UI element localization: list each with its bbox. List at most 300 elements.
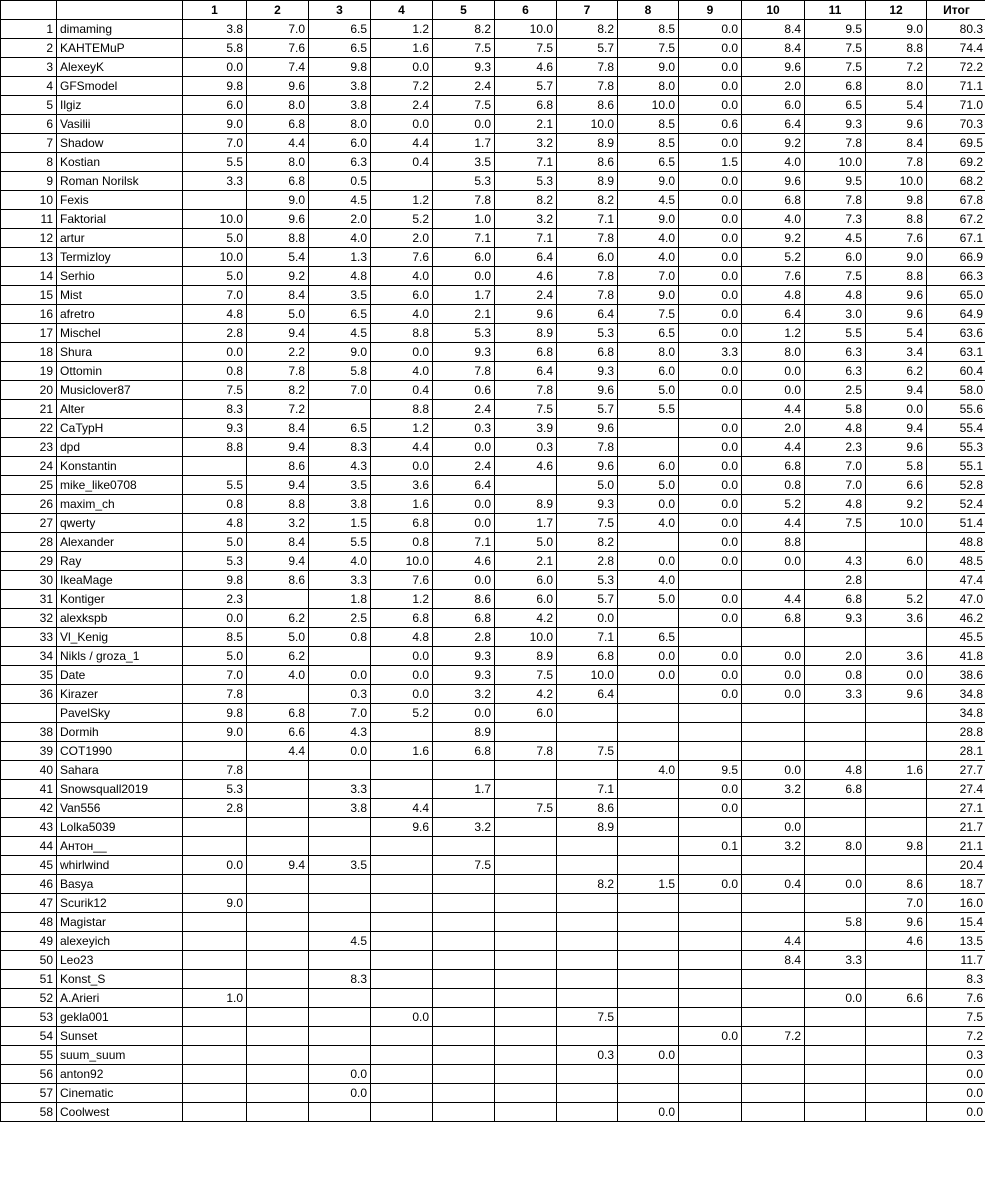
score-cell[interactable] [495,1065,557,1084]
score-cell[interactable] [805,970,866,989]
score-cell[interactable] [495,780,557,799]
score-cell[interactable] [495,1046,557,1065]
score-cell[interactable]: 8.0 [866,77,927,96]
score-cell[interactable]: 1.6 [371,39,433,58]
player-name-cell[interactable]: Konstantin [57,457,183,476]
score-cell[interactable]: 9.8 [866,191,927,210]
player-name-cell[interactable]: Serhio [57,267,183,286]
score-cell[interactable]: 8.9 [495,647,557,666]
score-cell[interactable]: 5.8 [183,39,247,58]
score-cell[interactable] [371,837,433,856]
score-cell[interactable]: 9.6 [495,305,557,324]
score-cell[interactable]: 7.0 [618,267,679,286]
header-cell[interactable]: 7 [557,1,618,20]
score-cell[interactable]: 2.8 [805,571,866,590]
score-cell[interactable]: 6.0 [866,552,927,571]
score-cell[interactable]: 0.0 [618,552,679,571]
score-cell[interactable] [557,989,618,1008]
score-cell[interactable]: 7.8 [866,153,927,172]
score-cell[interactable] [433,989,495,1008]
score-cell[interactable] [557,951,618,970]
score-cell[interactable] [183,913,247,932]
score-cell[interactable]: 0.0 [679,362,742,381]
score-cell[interactable]: 0.0 [679,286,742,305]
rank-cell[interactable]: 46 [1,875,57,894]
score-cell[interactable]: 10.0 [805,153,866,172]
score-cell[interactable]: 5.3 [183,552,247,571]
score-cell[interactable]: 7.8 [557,229,618,248]
total-cell[interactable]: 18.7 [927,875,985,894]
score-cell[interactable]: 2.4 [433,457,495,476]
total-cell[interactable]: 0.0 [927,1065,985,1084]
score-cell[interactable] [679,1065,742,1084]
score-cell[interactable]: 1.8 [309,590,371,609]
score-cell[interactable]: 5.3 [183,780,247,799]
score-cell[interactable]: 9.0 [866,248,927,267]
score-cell[interactable]: 8.6 [557,153,618,172]
total-cell[interactable]: 15.4 [927,913,985,932]
rank-cell[interactable]: 29 [1,552,57,571]
score-cell[interactable]: 5.5 [183,476,247,495]
header-cell[interactable]: 11 [805,1,866,20]
score-cell[interactable] [805,704,866,723]
score-cell[interactable] [183,1103,247,1122]
score-cell[interactable]: 5.2 [866,590,927,609]
score-cell[interactable]: 7.6 [866,229,927,248]
player-name-cell[interactable]: Cinematic [57,1084,183,1103]
score-cell[interactable]: 9.2 [742,229,805,248]
score-cell[interactable]: 8.8 [371,324,433,343]
score-cell[interactable]: 5.8 [309,362,371,381]
score-cell[interactable] [183,1008,247,1027]
score-cell[interactable]: 8.8 [371,400,433,419]
score-cell[interactable]: 3.3 [309,780,371,799]
score-cell[interactable]: 7.5 [495,799,557,818]
score-cell[interactable] [495,723,557,742]
score-cell[interactable] [371,970,433,989]
rank-cell[interactable]: 15 [1,286,57,305]
score-cell[interactable]: 9.3 [557,362,618,381]
score-cell[interactable] [805,932,866,951]
score-cell[interactable]: 3.8 [309,495,371,514]
score-cell[interactable]: 1.6 [866,761,927,780]
score-cell[interactable]: 5.5 [183,153,247,172]
score-cell[interactable]: 2.8 [183,799,247,818]
score-cell[interactable]: 0.3 [309,685,371,704]
player-name-cell[interactable]: CaTypH [57,419,183,438]
score-cell[interactable]: 9.0 [866,20,927,39]
total-cell[interactable]: 0.3 [927,1046,985,1065]
score-cell[interactable]: 9.3 [433,58,495,77]
total-cell[interactable]: 34.8 [927,685,985,704]
score-cell[interactable]: 9.0 [183,115,247,134]
total-cell[interactable]: 63.6 [927,324,985,343]
score-cell[interactable]: 6.4 [495,362,557,381]
score-cell[interactable] [618,837,679,856]
total-cell[interactable]: 71.0 [927,96,985,115]
rank-cell[interactable]: 26 [1,495,57,514]
score-cell[interactable]: 3.3 [805,685,866,704]
score-cell[interactable]: 5.4 [247,248,309,267]
score-cell[interactable]: 8.8 [742,533,805,552]
score-cell[interactable]: 10.0 [183,210,247,229]
score-cell[interactable]: 7.8 [557,286,618,305]
player-name-cell[interactable]: A.Arieri [57,989,183,1008]
score-cell[interactable] [618,704,679,723]
score-cell[interactable] [866,742,927,761]
score-cell[interactable]: 0.0 [679,495,742,514]
score-cell[interactable] [433,1027,495,1046]
score-cell[interactable]: 5.0 [247,305,309,324]
score-cell[interactable] [309,951,371,970]
score-cell[interactable] [309,1008,371,1027]
score-cell[interactable]: 4.0 [618,229,679,248]
score-cell[interactable] [309,989,371,1008]
score-cell[interactable] [618,1027,679,1046]
score-cell[interactable]: 0.0 [679,1027,742,1046]
score-cell[interactable]: 1.0 [433,210,495,229]
score-cell[interactable]: 6.0 [495,590,557,609]
total-cell[interactable]: 66.9 [927,248,985,267]
rank-cell[interactable]: 38 [1,723,57,742]
score-cell[interactable]: 0.0 [679,685,742,704]
total-cell[interactable]: 69.5 [927,134,985,153]
score-cell[interactable]: 3.5 [309,856,371,875]
player-name-cell[interactable]: Mist [57,286,183,305]
score-cell[interactable]: 9.3 [183,419,247,438]
score-cell[interactable]: 0.0 [371,666,433,685]
score-cell[interactable] [495,476,557,495]
score-cell[interactable]: 3.3 [679,343,742,362]
score-cell[interactable]: 8.9 [557,172,618,191]
score-cell[interactable] [433,1103,495,1122]
score-cell[interactable]: 6.2 [247,609,309,628]
score-cell[interactable]: 5.4 [866,324,927,343]
score-cell[interactable]: 3.2 [433,818,495,837]
score-cell[interactable]: 8.6 [247,571,309,590]
score-cell[interactable] [309,761,371,780]
score-cell[interactable] [247,894,309,913]
score-cell[interactable]: 0.8 [183,495,247,514]
score-cell[interactable] [371,172,433,191]
rank-cell[interactable]: 5 [1,96,57,115]
total-cell[interactable]: 70.3 [927,115,985,134]
score-cell[interactable] [495,970,557,989]
rank-cell[interactable]: 34 [1,647,57,666]
score-cell[interactable]: 5.0 [618,590,679,609]
score-cell[interactable]: 6.8 [805,77,866,96]
score-cell[interactable]: 10.0 [866,172,927,191]
score-cell[interactable]: 7.1 [557,210,618,229]
score-cell[interactable]: 9.8 [183,77,247,96]
score-cell[interactable] [247,1027,309,1046]
score-cell[interactable] [309,400,371,419]
score-cell[interactable]: 8.6 [433,590,495,609]
score-cell[interactable]: 4.0 [618,571,679,590]
score-cell[interactable] [495,875,557,894]
score-cell[interactable]: 8.0 [618,343,679,362]
score-cell[interactable]: 4.4 [247,742,309,761]
score-cell[interactable]: 5.3 [557,571,618,590]
score-cell[interactable] [679,742,742,761]
score-cell[interactable]: 7.2 [247,400,309,419]
score-cell[interactable] [495,913,557,932]
total-cell[interactable]: 8.3 [927,970,985,989]
score-cell[interactable] [618,1008,679,1027]
score-cell[interactable]: 8.0 [247,96,309,115]
score-cell[interactable] [742,628,805,647]
player-name-cell[interactable]: dpd [57,438,183,457]
score-cell[interactable]: 6.3 [805,362,866,381]
score-cell[interactable]: 0.3 [433,419,495,438]
score-cell[interactable]: 5.3 [433,172,495,191]
rank-cell[interactable]: 21 [1,400,57,419]
score-cell[interactable] [679,932,742,951]
score-cell[interactable]: 0.0 [433,514,495,533]
score-cell[interactable]: 4.5 [618,191,679,210]
score-cell[interactable]: 10.0 [618,96,679,115]
score-cell[interactable]: 1.7 [433,286,495,305]
score-cell[interactable]: 4.0 [309,229,371,248]
score-cell[interactable]: 2.0 [742,419,805,438]
score-cell[interactable] [679,400,742,419]
score-cell[interactable]: 7.5 [618,305,679,324]
score-cell[interactable] [371,780,433,799]
score-cell[interactable] [433,970,495,989]
rank-cell[interactable]: 41 [1,780,57,799]
score-cell[interactable]: 0.0 [742,381,805,400]
score-cell[interactable]: 9.6 [866,305,927,324]
score-cell[interactable]: 6.4 [742,305,805,324]
score-cell[interactable] [618,970,679,989]
score-cell[interactable]: 7.5 [183,381,247,400]
score-cell[interactable] [557,1027,618,1046]
score-cell[interactable] [433,1065,495,1084]
score-cell[interactable]: 7.6 [247,39,309,58]
score-cell[interactable]: 0.0 [679,590,742,609]
score-cell[interactable]: 6.4 [433,476,495,495]
score-cell[interactable]: 9.8 [309,58,371,77]
total-cell[interactable]: 55.6 [927,400,985,419]
score-cell[interactable]: 1.2 [371,590,433,609]
score-cell[interactable]: 2.1 [495,115,557,134]
score-cell[interactable] [247,989,309,1008]
score-cell[interactable]: 0.0 [679,210,742,229]
score-cell[interactable] [247,818,309,837]
score-cell[interactable]: 7.5 [557,514,618,533]
total-cell[interactable]: 65.0 [927,286,985,305]
score-cell[interactable] [557,894,618,913]
header-cell[interactable]: 9 [679,1,742,20]
score-cell[interactable]: 8.0 [805,837,866,856]
rank-cell[interactable]: 25 [1,476,57,495]
rank-cell[interactable]: 16 [1,305,57,324]
score-cell[interactable]: 7.2 [742,1027,805,1046]
score-cell[interactable] [557,856,618,875]
score-cell[interactable]: 8.0 [742,343,805,362]
player-name-cell[interactable]: suum_suum [57,1046,183,1065]
score-cell[interactable] [309,837,371,856]
score-cell[interactable] [371,761,433,780]
rank-cell[interactable]: 43 [1,818,57,837]
score-cell[interactable]: 6.5 [618,153,679,172]
score-cell[interactable]: 7.8 [495,742,557,761]
score-cell[interactable]: 6.6 [866,476,927,495]
score-cell[interactable]: 0.0 [679,647,742,666]
score-cell[interactable] [371,723,433,742]
score-cell[interactable]: 6.5 [309,305,371,324]
rank-cell[interactable]: 27 [1,514,57,533]
score-cell[interactable]: 9.5 [805,172,866,191]
score-cell[interactable] [679,723,742,742]
score-cell[interactable]: 9.5 [679,761,742,780]
player-name-cell[interactable]: Snowsquall2019 [57,780,183,799]
score-cell[interactable]: 6.8 [371,514,433,533]
score-cell[interactable]: 4.8 [805,761,866,780]
score-cell[interactable] [679,970,742,989]
total-cell[interactable]: 80.3 [927,20,985,39]
rank-cell[interactable]: 57 [1,1084,57,1103]
score-cell[interactable] [805,1046,866,1065]
score-cell[interactable]: 4.8 [805,419,866,438]
score-cell[interactable]: 5.2 [371,704,433,723]
player-name-cell[interactable]: Faktorial [57,210,183,229]
score-cell[interactable]: 7.1 [433,533,495,552]
score-cell[interactable]: 4.6 [495,58,557,77]
score-cell[interactable]: 6.3 [805,343,866,362]
score-cell[interactable]: 3.2 [742,837,805,856]
score-cell[interactable]: 2.0 [309,210,371,229]
score-cell[interactable]: 6.8 [805,780,866,799]
score-cell[interactable] [247,970,309,989]
score-cell[interactable]: 6.8 [247,704,309,723]
total-cell[interactable]: 16.0 [927,894,985,913]
rank-cell[interactable]: 6 [1,115,57,134]
score-cell[interactable]: 0.0 [371,1008,433,1027]
score-cell[interactable] [309,1046,371,1065]
score-cell[interactable] [742,571,805,590]
score-cell[interactable] [247,1103,309,1122]
score-cell[interactable]: 0.0 [679,134,742,153]
score-cell[interactable]: 6.5 [805,96,866,115]
header-cell[interactable]: 4 [371,1,433,20]
score-cell[interactable]: 7.3 [805,210,866,229]
score-cell[interactable]: 8.9 [495,324,557,343]
score-cell[interactable]: 6.5 [309,20,371,39]
player-name-cell[interactable]: AlexeyK [57,58,183,77]
score-cell[interactable] [247,1065,309,1084]
score-cell[interactable]: 5.0 [183,647,247,666]
score-cell[interactable] [371,1046,433,1065]
score-cell[interactable]: 0.8 [805,666,866,685]
score-cell[interactable]: 8.8 [247,495,309,514]
score-cell[interactable]: 4.4 [742,514,805,533]
score-cell[interactable] [371,951,433,970]
score-cell[interactable] [618,799,679,818]
score-cell[interactable]: 0.0 [183,58,247,77]
score-cell[interactable]: 0.0 [679,419,742,438]
score-cell[interactable]: 8.2 [495,191,557,210]
score-cell[interactable]: 7.5 [495,400,557,419]
score-cell[interactable] [495,1008,557,1027]
score-cell[interactable]: 9.0 [309,343,371,362]
score-cell[interactable]: 8.4 [247,533,309,552]
score-cell[interactable]: 9.3 [433,666,495,685]
score-cell[interactable]: 5.3 [557,324,618,343]
score-cell[interactable]: 9.0 [618,172,679,191]
score-cell[interactable]: 5.8 [866,457,927,476]
player-name-cell[interactable]: Scurik12 [57,894,183,913]
score-cell[interactable]: 9.6 [557,381,618,400]
score-cell[interactable]: 0.0 [679,438,742,457]
rank-cell[interactable]: 40 [1,761,57,780]
score-cell[interactable] [371,1103,433,1122]
score-cell[interactable]: 7.6 [742,267,805,286]
total-cell[interactable]: 69.2 [927,153,985,172]
rank-cell[interactable]: 47 [1,894,57,913]
player-name-cell[interactable]: artur [57,229,183,248]
score-cell[interactable] [309,818,371,837]
score-cell[interactable] [247,761,309,780]
header-cell[interactable]: 10 [742,1,805,20]
score-cell[interactable] [433,1046,495,1065]
score-cell[interactable]: 5.0 [183,533,247,552]
score-cell[interactable] [618,438,679,457]
total-cell[interactable]: 7.6 [927,989,985,1008]
score-cell[interactable]: 5.5 [805,324,866,343]
score-cell[interactable]: 1.5 [618,875,679,894]
score-cell[interactable]: 2.8 [557,552,618,571]
score-cell[interactable]: 2.4 [433,77,495,96]
score-cell[interactable] [866,723,927,742]
score-cell[interactable]: 9.3 [557,495,618,514]
score-cell[interactable]: 0.0 [309,666,371,685]
score-cell[interactable]: 7.0 [183,666,247,685]
score-cell[interactable]: 6.0 [618,457,679,476]
score-cell[interactable] [618,818,679,837]
score-cell[interactable]: 5.0 [183,229,247,248]
score-cell[interactable]: 0.0 [679,476,742,495]
total-cell[interactable]: 55.3 [927,438,985,457]
score-cell[interactable]: 9.6 [742,172,805,191]
score-cell[interactable] [618,1065,679,1084]
player-name-cell[interactable]: Coolwest [57,1103,183,1122]
score-cell[interactable]: 9.3 [433,343,495,362]
score-cell[interactable]: 4.8 [805,495,866,514]
total-cell[interactable]: 63.1 [927,343,985,362]
score-cell[interactable]: 0.0 [866,666,927,685]
score-cell[interactable]: 0.1 [679,837,742,856]
score-cell[interactable]: 0.0 [371,457,433,476]
score-cell[interactable]: 0.0 [557,609,618,628]
score-cell[interactable]: 7.0 [805,457,866,476]
score-cell[interactable]: 5.0 [557,476,618,495]
score-cell[interactable]: 0.0 [679,20,742,39]
score-cell[interactable] [433,894,495,913]
score-cell[interactable]: 0.0 [433,571,495,590]
header-cell[interactable] [57,1,183,20]
score-cell[interactable]: 0.0 [679,324,742,343]
score-cell[interactable]: 5.2 [742,495,805,514]
score-cell[interactable]: 3.2 [742,780,805,799]
score-cell[interactable]: 7.2 [866,58,927,77]
score-cell[interactable]: 8.8 [866,39,927,58]
score-cell[interactable]: 4.3 [309,457,371,476]
score-cell[interactable]: 0.0 [679,191,742,210]
score-cell[interactable]: 7.8 [557,438,618,457]
score-cell[interactable]: 9.6 [866,913,927,932]
score-cell[interactable]: 0.0 [679,875,742,894]
